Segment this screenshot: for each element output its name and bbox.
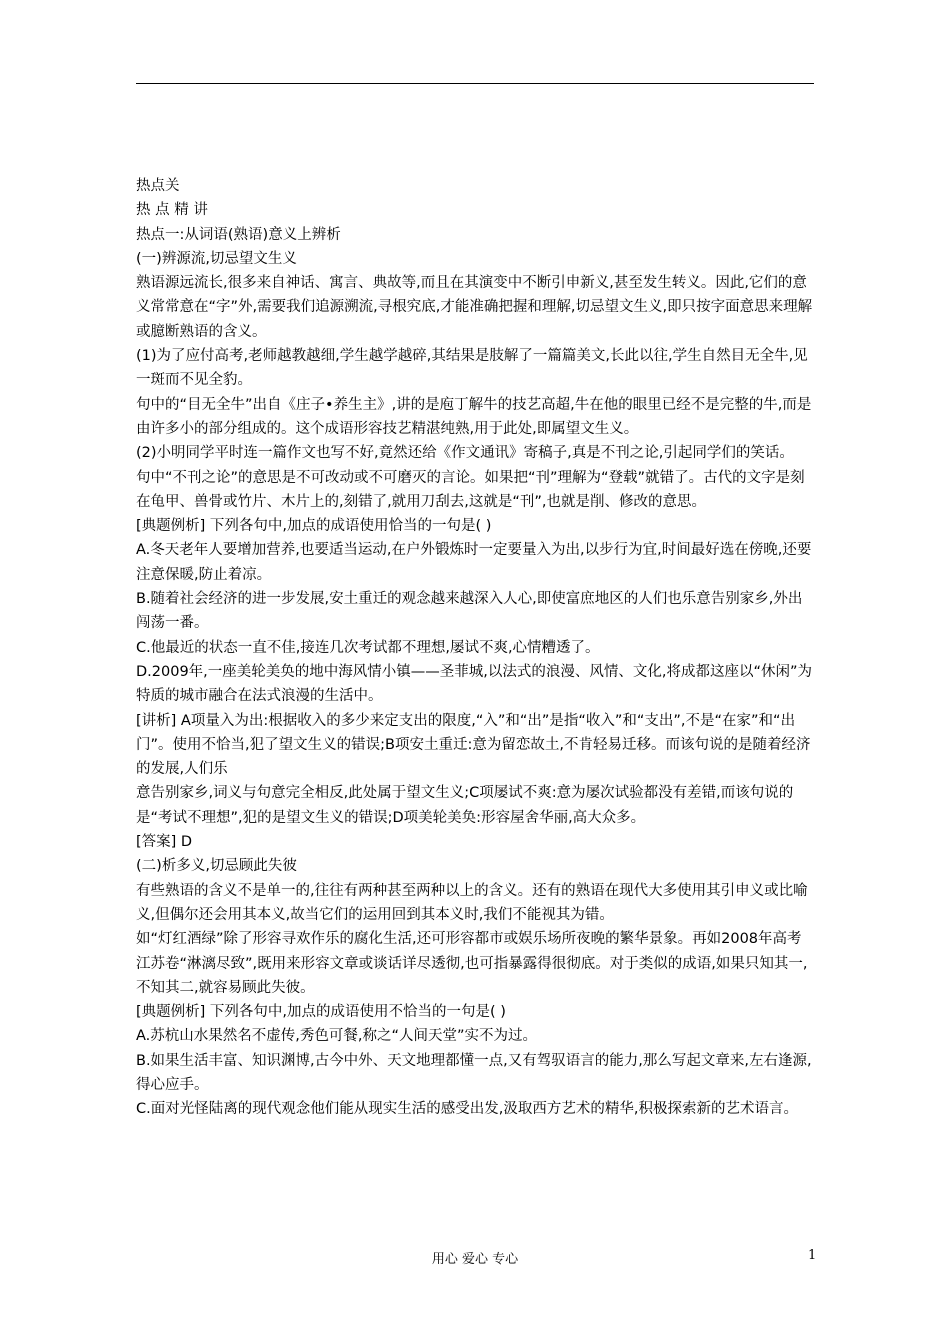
body-paragraph: 熟语源远流长,很多来自神话、寓言、典故等,而且在其演变中不断引申新义,甚至发生转义。因此,它们的意义常常意在“字”外,需要我们追源溯流,寻根究底,才能准确把握和理解,切忌望文生义,即只按字面意思来理解或臆断熟语的含义。 [136,275,813,340]
option-c: C.他最近的状态一直不佳,接连几次考试都不理想,屡试不爽,心情糟透了。 [136,639,600,656]
body-paragraph: 句中的“目无全牛”出自《庄子•养生主》,讲的是庖丁解牛的技艺高超,牛在他的眼里已经不是完整的牛,而是由许多小的部分组成的。这个成语形容技艺精湛纯熟,用于此处,即属望文生义。 [136,396,812,437]
body-paragraph: 如“灯红酒绿”除了形容寻欢作乐的腐化生活,还可形容都市或娱乐场所夜晚的繁华景象。再如2008年高考江苏卷“淋漓尽致”,既用来形容文章或谈话详尽透彻,也可指暴露得很彻底。对于类似的成语,如果只知其一,不知其二,就容易顾此失彼。 [136,931,808,996]
example-sentence: (2)小明同学平时连一篇作文也写不好,竟然还给《作文通讯》寄稿子,真是不刊之论,引起同学们的笑话。 [136,445,794,462]
analysis-paragraph: 意告别家乡,词义与句意完全相反,此处属于望文生义;C项屡试不爽:意为屡次试验都没有差错,而该句说的是“考试不理想”,犯的是望文生义的错误;D项美轮美奂:形容屋舍华丽,高大众多。 [136,785,794,826]
option-d: D.2009年,一座美轮美奂的地中海风情小镇——圣菲城,以法式的浪漫、风情、文化,将成都这座以“休闲”为特质的城市融合在法式浪漫的生活中。 [136,663,813,705]
body-paragraph: 句中“不刊之论”的意思是不可改动或不可磨灭的言论。如果把“刊”理解为“登载”就错了。古代的文字是刻在龟甲、兽骨或竹片、木片上的,刻错了,就用刀刮去,这就是“刊”,也就是削、修改的意思。 [136,469,805,510]
topic-heading: 热点一:从词语(熟语)意义上辨析 [136,226,341,243]
section-title: 热点关 [136,178,180,194]
header-rule [136,83,814,84]
option-b: B.如果生活丰富、知识渊博,古今中外、天文地理都懂一点,又有驾驭语言的能力,那么写起文章来,左右逢源,得心应手。 [136,1052,812,1093]
question-stem: [典题例析] 下列各句中,加点的成语使用恰当的一句是( ) [136,518,492,535]
document-body [136,174,816,1122]
body-paragraph: 有些熟语的含义不是单一的,往往有两种甚至两种以上的含义。还有的熟语在现代大多使用其引申义或比喻义,但偶尔还会用其本义,故当它们的运用回到其本义时,我们不能视其为错。 [136,882,808,923]
question-stem: [典题例析] 下列各句中,加点的成语使用不恰当的一句是( ) [136,1004,506,1021]
footer-motto: 用心 爱心 专心 [431,1252,519,1267]
analysis-paragraph: [讲析] A项量入为出:根据收入的多少来定支出的限度,“入”和“出”是指“收入”和“支出”,不是“在家”和“出门”。使用不恰当,犯了望文生义的错误;B项安土重迁:意为留恋故土,不肯轻易迁移。而该句说的是随着经济的发展,人们乐 [136,712,811,778]
option-b: B.随着社会经济的进一步发展,安土重迁的观念越来越深入人心,即使富庶地区的人们也乐意告别家乡,外出闯荡一番。 [136,591,803,632]
example-sentence: (1)为了应付高考,老师越教越细,学生越学越碎,其结果是肢解了一篇篇美文,长此以往,学生自然目无全牛,见一斑而不见全豹。 [136,348,808,389]
option-c: C.面对光怪陆离的现代观念他们能从现实生活的感受出发,汲取西方艺术的精华,积极探索新的艺术语言。 [136,1101,798,1118]
option-a: A.苏杭山水果然名不虚传,秀色可餐,称之“人间天堂”实不为过。 [136,1028,538,1045]
option-a: A.冬天老年人要增加营养,也要适当运动,在户外锻炼时一定要量入为出,以步行为宜,时间最好选在傍晚,还要注意保暖,防止着凉。 [136,542,812,583]
subtopic-heading: (二)析多义,切忌顾此失彼 [136,858,297,875]
page-number: 1 [808,1248,817,1263]
section-subtitle: 热 点 精 讲 [136,202,208,219]
subtopic-heading: (一)辨源流,切忌望文生义 [136,250,297,267]
answer-line: [答案] D [136,834,193,851]
